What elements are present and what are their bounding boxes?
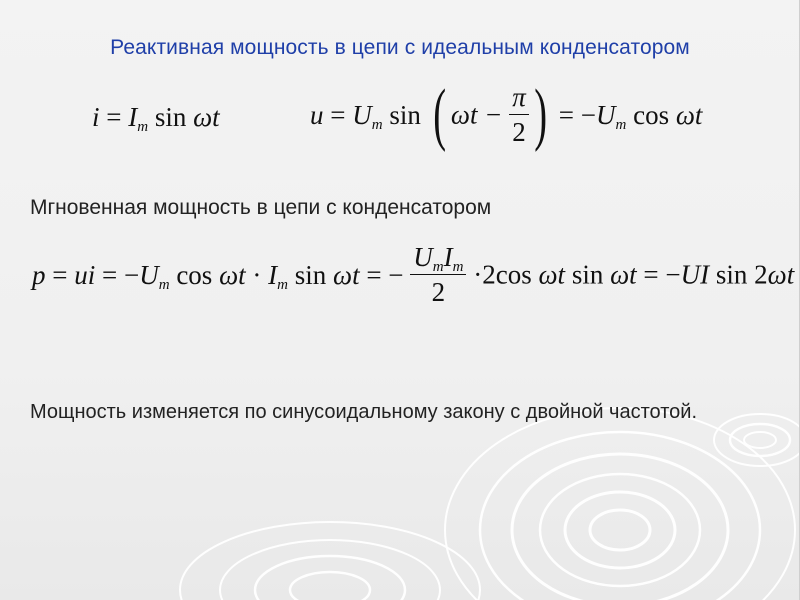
multiplication-dot: ·	[252, 259, 262, 290]
equals-minus: = −	[366, 259, 404, 290]
voltage-formula	[310, 76, 703, 153]
current-amplitude: I	[443, 242, 453, 272]
amplitude-subscript: m	[615, 116, 627, 133]
cosine-function: cos	[495, 259, 532, 290]
amplitude-subscript: m	[432, 259, 444, 275]
sine-function: sin	[154, 102, 187, 132]
equals-sign: =	[106, 102, 122, 132]
right-paren: )	[533, 76, 547, 153]
coefficient-two: 2	[754, 259, 768, 290]
equals-minus: = −	[558, 99, 597, 130]
argument: ωt	[675, 99, 703, 130]
argument: ωt	[193, 102, 220, 132]
sine-function: sin	[715, 259, 748, 290]
current-amplitude: I	[128, 102, 138, 132]
conclusion-text: Мощность изменяется по синусоидальному закону с двойной частотой.	[30, 401, 698, 423]
sine-function: sin	[389, 99, 421, 130]
amplitude-subscript: m	[137, 119, 149, 135]
coefficient-two: 2	[482, 259, 496, 290]
current-symbol: i	[92, 102, 100, 132]
voltage-amplitude: U	[596, 99, 616, 130]
sine-function: sin	[294, 259, 327, 290]
voltage-amplitude: U	[352, 99, 372, 130]
argument: ωt	[610, 259, 637, 290]
power-formula	[32, 244, 794, 306]
voltage-amplitude: U	[413, 242, 433, 272]
amplitude-subscript: m	[158, 276, 170, 293]
current-amplitude: I	[268, 259, 278, 290]
equals-minus: = −	[102, 259, 140, 290]
section-heading: Мгновенная мощность в цепи с конденсатором	[30, 196, 492, 219]
ui-product: UI	[680, 259, 710, 290]
fraction-denominator: 2	[509, 114, 529, 146]
sine-function: sin	[571, 259, 604, 290]
voltage-amplitude: U	[139, 259, 159, 290]
equals-sign: =	[330, 99, 346, 130]
left-paren: (	[432, 76, 446, 153]
equals-minus: = −	[643, 259, 681, 290]
argument: ωt	[333, 259, 360, 290]
argument: ωt	[767, 259, 795, 290]
power-symbol: p	[32, 259, 46, 290]
fraction-numerator: π	[512, 82, 526, 112]
amplitude-subscript: m	[277, 276, 288, 293]
voltage-symbol: u	[310, 99, 324, 130]
cosine-function: cos	[176, 259, 213, 290]
argument: ωt −	[450, 99, 503, 130]
argument: ωt	[219, 259, 246, 290]
slide-title: Реактивная мощность в цепи с идеальным конденсатором	[110, 36, 690, 59]
ui-product: ui	[74, 259, 96, 290]
fraction-numerator	[410, 244, 466, 274]
multiplication-dot: ·	[473, 259, 483, 290]
pi-over-two-fraction	[509, 84, 529, 146]
equals-sign: =	[52, 259, 68, 290]
current-formula	[92, 102, 220, 135]
amplitude-subscript: m	[452, 259, 464, 275]
cosine-function: cos	[633, 99, 670, 130]
fraction-denominator: 2	[410, 274, 466, 306]
argument: ωt	[538, 259, 566, 290]
amplitude-subscript: m	[371, 116, 383, 133]
amplitude-product-fraction	[410, 244, 466, 306]
